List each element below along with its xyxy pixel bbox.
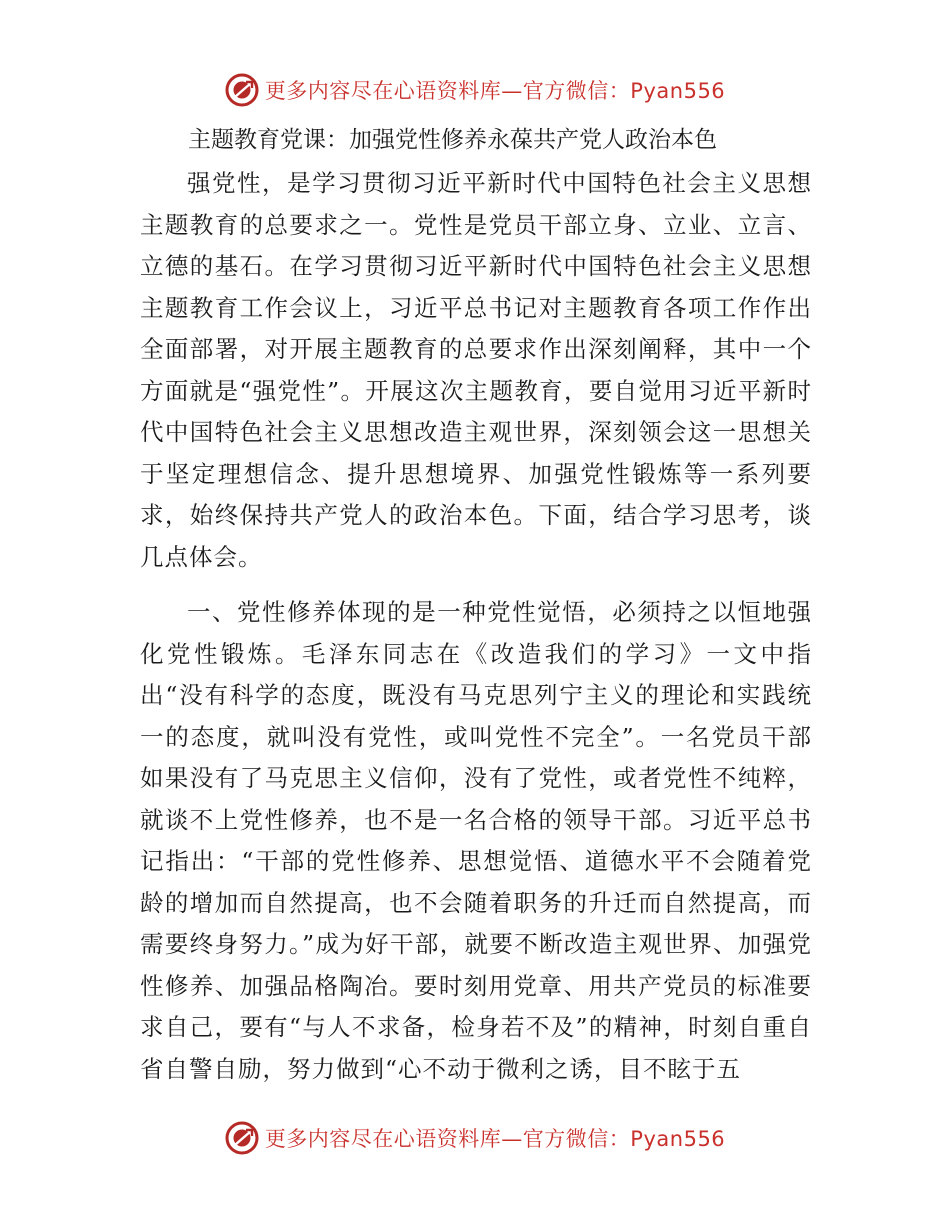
paragraph-intro: 强党性，是学习贯彻习近平新时代中国特色社会主义思想主题教育的总要求之一。党性是党员干部立身、立业、立言、立德的基石。在学习贯彻习近平新时代中国特色社会主义思想主题教育工作会议上，习近平总书记对主题教育各项工作作出全面部署，对开展主题教育的总要求作出深刻阐释，其中一个方面就是“强党性”。开展这次主题教育，要自觉用习近平新时代中国特色社会主义思想改造主观世界，深刻领会这一思想关于坚定理想信念、提升思想境界、加强党性锻炼等一系列要求，始终保持共产党人的政治本色。下面，结合学习思考，谈几点体会。 <box>140 169 812 571</box>
banner-text: 更多内容尽在心语资料库—官方微信：Pyan556 <box>264 1127 726 1151</box>
paragraph-section-1: 一、党性修养体现的是一种党性觉悟，必须持之以恒地强化党性锻炼。毛泽东同志在《改造我们的学习》一文中指出“没有科学的态度，既没有马克思列宁主义的理论和实践统一的态度，就叫没有党性，或叫党性不完全”。一名党员干部如果没有了马克思主义信仰，没有了党性，或者党性不纯粹，就谈不上党性修养，也不是一名合格的领导干部。习近平总书记指出：“干部的党性修养、思想觉悟、道德水平不会随着党龄的增加而自然提高，也不会随着职务的升迁而自然提高，而需要终身努力。”成为好干部，就要不断改造主观世界、加强党性修养、加强品格陶冶。要时刻用党章、用共产党员的标准要求自己，要有“与人不求备，检身若不及”的精神，时刻自重自省自警自励，努力做到“心不动于微利之诱，目不眩于五 <box>140 598 812 1083</box>
seal-logo-icon <box>225 73 259 107</box>
seal-logo-icon <box>225 1121 259 1155</box>
banner-text: 更多内容尽在心语资料库—官方微信：Pyan556 <box>264 79 726 103</box>
document-body <box>140 163 812 1090</box>
footer-banner <box>0 1118 950 1158</box>
page-title: 主题教育党课：加强党性修养永葆共产党人政治本色 <box>188 127 717 153</box>
header-banner <box>0 70 950 110</box>
